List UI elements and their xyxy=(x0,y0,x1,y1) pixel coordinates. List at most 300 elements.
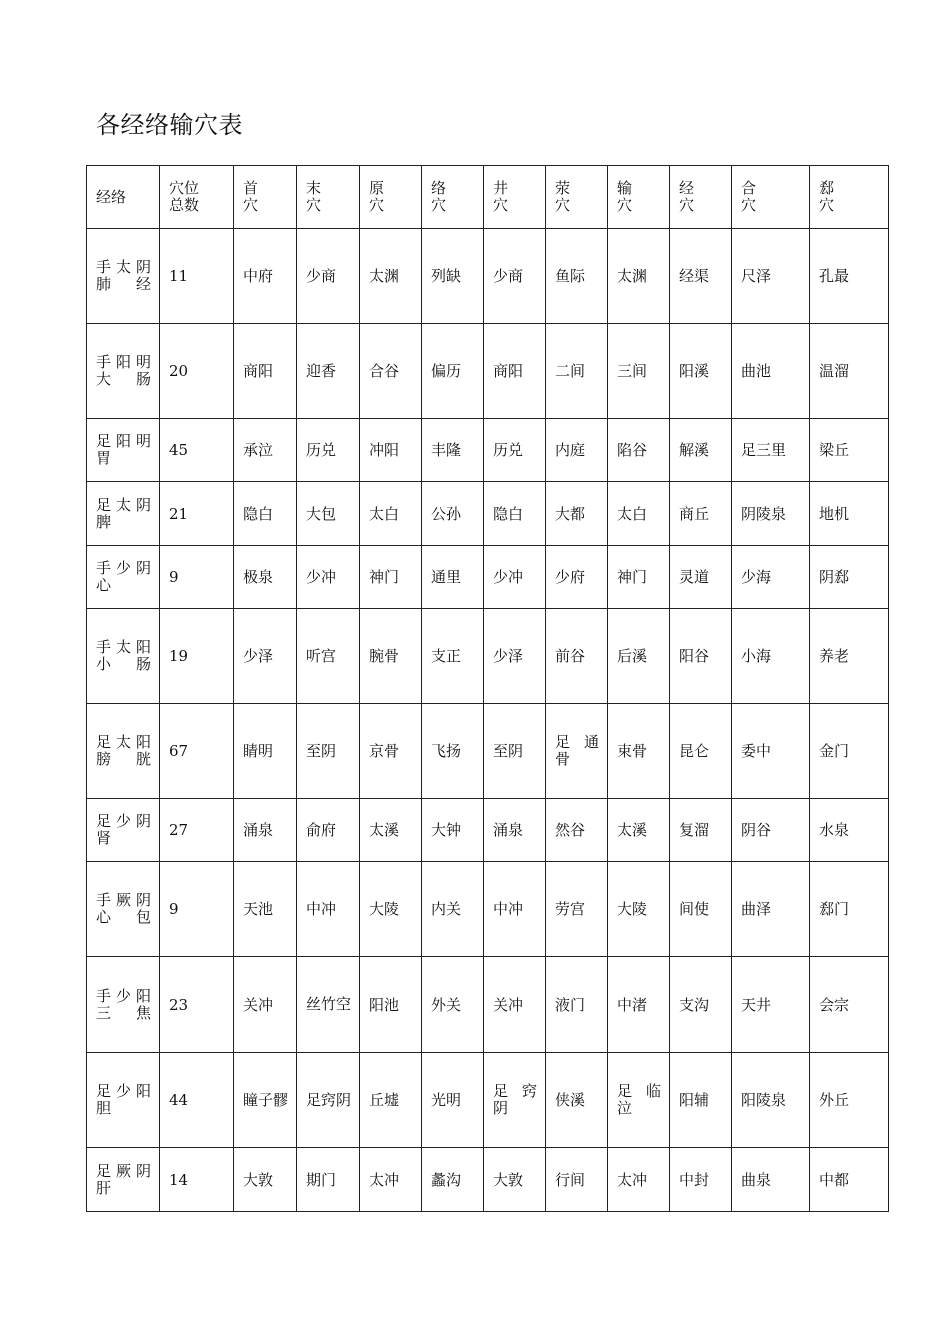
table-cell xyxy=(608,609,670,704)
table-cell xyxy=(234,1053,297,1148)
acupoint-name: 极泉 xyxy=(243,568,274,586)
acupoint-name: 足通骨 xyxy=(555,733,599,768)
header-spring-point: 荥 穴 xyxy=(555,179,571,214)
table-row xyxy=(87,482,889,546)
acupoint-name: 关冲 xyxy=(493,995,524,1014)
table-cell xyxy=(484,229,546,324)
table-row xyxy=(87,957,889,1053)
acupoint-name: 隐白 xyxy=(493,504,524,523)
acupoint-name: 二间 xyxy=(555,362,586,380)
table-cell xyxy=(484,1148,546,1212)
table-cell xyxy=(360,862,422,957)
acupoint-name: 陷谷 xyxy=(617,441,648,459)
table-cell xyxy=(484,546,546,609)
header-luo-point: 络 穴 xyxy=(431,179,447,214)
point-total: 19 xyxy=(169,647,189,665)
table-cell xyxy=(87,862,160,957)
table-cell xyxy=(360,799,422,862)
table-cell xyxy=(297,862,360,957)
table-cell xyxy=(160,229,234,324)
acupoint-name: 阴陵泉 xyxy=(741,504,787,523)
meridian-name: 手厥阴心包 xyxy=(96,891,151,926)
header-xi-cleft-point: 郄 穴 xyxy=(819,179,835,214)
point-total: 20 xyxy=(169,362,189,380)
table-cell xyxy=(297,1148,360,1212)
acupoint-name: 阴郄 xyxy=(819,568,850,586)
table-cell xyxy=(160,546,234,609)
table-cell xyxy=(546,1053,608,1148)
table-cell xyxy=(87,482,160,546)
acupoint-name: 足窍阴 xyxy=(306,1090,352,1109)
acupoint-name: 鱼际 xyxy=(555,267,586,285)
acupoint-name: 太冲 xyxy=(617,1170,648,1189)
table-cell xyxy=(484,1053,546,1148)
acupoint-name: 太白 xyxy=(369,504,400,523)
table-cell xyxy=(422,229,484,324)
acupoint-name: 神门 xyxy=(617,568,648,586)
table-cell xyxy=(422,609,484,704)
acupoint-name: 少泽 xyxy=(493,647,524,665)
table-cell xyxy=(297,1053,360,1148)
acupoint-name: 听宫 xyxy=(306,647,337,665)
acupoint-name: 大钟 xyxy=(431,821,462,839)
table-cell xyxy=(608,324,670,419)
acupoint-name: 阳溪 xyxy=(679,362,710,380)
acupoint-name: 太白 xyxy=(617,504,648,523)
table-cell xyxy=(608,546,670,609)
acupoint-name: 外关 xyxy=(431,995,462,1014)
table-cell xyxy=(810,546,889,609)
table-cell xyxy=(234,609,297,704)
table-cell xyxy=(810,1053,889,1148)
header-source-point: 原 穴 xyxy=(369,179,385,214)
table-cell xyxy=(608,229,670,324)
table-cell xyxy=(422,1148,484,1212)
acupoint-name: 俞府 xyxy=(306,821,337,839)
acupoint-name: 太溪 xyxy=(617,821,648,839)
acupoint-name: 会宗 xyxy=(819,995,850,1014)
acupoint-name: 少冲 xyxy=(493,568,524,586)
table-cell xyxy=(546,482,608,546)
table-cell xyxy=(360,229,422,324)
acupoint-name: 至阴 xyxy=(306,742,337,760)
header-first-point: 首 穴 xyxy=(243,179,259,214)
table-cell xyxy=(160,324,234,419)
acupoint-name: 光明 xyxy=(431,1091,462,1109)
table-cell xyxy=(160,957,234,1053)
acupoint-name: 昆仑 xyxy=(679,742,710,760)
acupoint-name: 然谷 xyxy=(555,821,586,839)
point-total: 44 xyxy=(169,1091,189,1109)
acupoint-name: 列缺 xyxy=(431,267,462,285)
table-cell xyxy=(670,957,732,1053)
table-cell xyxy=(422,704,484,799)
header-cell xyxy=(297,166,360,229)
table-cell xyxy=(360,957,422,1053)
table-cell xyxy=(732,419,810,482)
table-cell xyxy=(87,704,160,799)
table-cell xyxy=(234,419,297,482)
acupoint-name: 历兑 xyxy=(493,441,524,459)
acupoint-name: 水泉 xyxy=(819,821,850,839)
table-cell xyxy=(360,704,422,799)
acupoint-name: 天池 xyxy=(243,900,274,918)
acupoint-name: 曲池 xyxy=(741,362,772,380)
table-cell xyxy=(160,419,234,482)
table-cell xyxy=(732,1053,810,1148)
acupoint-name: 太渊 xyxy=(617,267,648,285)
table-cell xyxy=(670,1148,732,1212)
acupoint-name: 京骨 xyxy=(369,742,400,760)
acupoint-name: 后溪 xyxy=(617,647,648,665)
acupoint-name: 足窍阴 xyxy=(493,1082,537,1117)
acupoint-name: 隐白 xyxy=(243,504,274,523)
acupoint-name: 内关 xyxy=(431,900,462,918)
table-cell xyxy=(422,419,484,482)
table-cell xyxy=(670,1053,732,1148)
table-cell xyxy=(546,419,608,482)
table-cell xyxy=(732,324,810,419)
table-cell xyxy=(234,862,297,957)
acupoint-name: 冲阳 xyxy=(369,441,400,459)
table-cell xyxy=(732,482,810,546)
table-cell xyxy=(297,546,360,609)
acupoint-name: 中渚 xyxy=(617,995,648,1014)
acupoint-name: 阴谷 xyxy=(741,821,772,839)
header-cell xyxy=(546,166,608,229)
acupoint-name: 养老 xyxy=(819,647,850,665)
acupoint-name: 尺泽 xyxy=(741,267,772,285)
acupoint-name: 郄门 xyxy=(819,900,850,918)
acupoint-name: 飞扬 xyxy=(431,742,462,760)
table-cell xyxy=(732,704,810,799)
acupoint-name: 合谷 xyxy=(369,362,400,380)
header-cell xyxy=(484,166,546,229)
acupoint-name: 外丘 xyxy=(819,1091,850,1109)
table-cell xyxy=(810,704,889,799)
acupoint-name: 太溪 xyxy=(369,821,400,839)
table-cell xyxy=(160,862,234,957)
table-cell xyxy=(484,957,546,1053)
point-total: 14 xyxy=(169,1170,189,1189)
table-cell xyxy=(234,546,297,609)
table-cell xyxy=(484,799,546,862)
table-row xyxy=(87,419,889,482)
acupoint-name: 通里 xyxy=(431,568,462,586)
table-cell xyxy=(732,799,810,862)
acupoint-name: 足临泣 xyxy=(617,1082,661,1117)
acupoint-name: 涌泉 xyxy=(243,821,274,839)
acupoint-name: 侠溪 xyxy=(555,1091,586,1109)
meridian-name: 手太阴肺经 xyxy=(96,258,151,293)
acupoint-name: 间使 xyxy=(679,900,710,918)
table-cell xyxy=(297,229,360,324)
acupoint-name: 灵道 xyxy=(679,568,710,586)
table-cell xyxy=(234,799,297,862)
table-cell xyxy=(422,546,484,609)
header-cell xyxy=(160,166,234,229)
table-cell xyxy=(87,1053,160,1148)
table-row xyxy=(87,324,889,419)
acupoint-name: 三间 xyxy=(617,362,648,380)
table-cell xyxy=(732,609,810,704)
point-total: 11 xyxy=(169,267,189,285)
table-cell xyxy=(297,324,360,419)
acupoint-name: 丰隆 xyxy=(431,441,462,459)
header-well-point: 井 穴 xyxy=(493,179,509,214)
table-cell xyxy=(670,482,732,546)
acupoint-name: 中封 xyxy=(679,1170,710,1189)
table-cell xyxy=(297,957,360,1053)
table-cell xyxy=(546,324,608,419)
header-sea-point: 合 穴 xyxy=(741,179,757,214)
table-cell xyxy=(360,419,422,482)
table-cell xyxy=(87,324,160,419)
table-row xyxy=(87,609,889,704)
acupoint-name: 足三里 xyxy=(741,441,787,459)
acupoint-name: 经渠 xyxy=(679,267,710,285)
point-total: 27 xyxy=(169,821,189,839)
acupoint-name: 复溜 xyxy=(679,821,710,839)
acupoint-name: 委中 xyxy=(741,742,772,760)
acupoint-name: 中府 xyxy=(243,267,274,285)
table-cell xyxy=(234,957,297,1053)
table-cell xyxy=(484,324,546,419)
acupoint-name: 承泣 xyxy=(243,441,274,459)
table-cell xyxy=(422,799,484,862)
table-cell xyxy=(160,799,234,862)
table-cell xyxy=(234,704,297,799)
table-cell xyxy=(732,229,810,324)
table-cell xyxy=(732,546,810,609)
acupoint-name: 迎香 xyxy=(306,362,337,380)
table-cell xyxy=(732,957,810,1053)
meridian-name: 手阳明大肠 xyxy=(96,353,151,388)
acupoint-name: 少冲 xyxy=(306,568,337,586)
acupoint-name: 内庭 xyxy=(555,441,586,459)
point-total: 9 xyxy=(169,900,179,918)
table-cell xyxy=(484,482,546,546)
header-stream-point: 输 穴 xyxy=(617,179,633,214)
meridian-name: 足太阴脾 xyxy=(96,495,151,531)
acupoint-name: 孔最 xyxy=(819,267,850,285)
table-cell xyxy=(360,1148,422,1212)
acupoint-name: 期门 xyxy=(306,1170,337,1189)
acupoint-name: 前谷 xyxy=(555,647,586,665)
acupoint-name: 历兑 xyxy=(306,441,337,459)
point-total: 67 xyxy=(169,742,189,760)
table-cell xyxy=(608,1053,670,1148)
acupoint-name: 瞳子髎 xyxy=(243,1090,289,1109)
acupoint-name: 曲泽 xyxy=(741,900,772,918)
acupoint-name: 大陵 xyxy=(617,900,648,918)
table-cell xyxy=(297,482,360,546)
table-cell xyxy=(608,957,670,1053)
acupoint-name: 太渊 xyxy=(369,267,400,285)
acupoint-name: 神门 xyxy=(369,568,400,586)
table-cell xyxy=(422,324,484,419)
table-cell xyxy=(360,546,422,609)
table-cell xyxy=(422,1053,484,1148)
table-row xyxy=(87,546,889,609)
table-row xyxy=(87,1053,889,1148)
acupoint-name: 曲泉 xyxy=(741,1170,772,1189)
acupoint-name: 至阴 xyxy=(493,742,524,760)
table-cell xyxy=(234,482,297,546)
table-cell xyxy=(670,546,732,609)
table-cell xyxy=(360,324,422,419)
acupoint-name: 腕骨 xyxy=(369,647,400,665)
table-cell xyxy=(160,609,234,704)
table-cell xyxy=(87,609,160,704)
table-cell xyxy=(608,482,670,546)
table-cell xyxy=(546,799,608,862)
meridian-name: 足阳明胃 xyxy=(96,432,151,467)
acupoint-name: 阳池 xyxy=(369,995,400,1014)
acupoint-name: 丘墟 xyxy=(369,1091,400,1109)
table-body xyxy=(87,166,889,1212)
table-cell xyxy=(670,609,732,704)
acupoint-name: 阳陵泉 xyxy=(741,1091,787,1109)
acupoint-name: 中冲 xyxy=(493,900,524,918)
table-row xyxy=(87,704,889,799)
table-cell xyxy=(546,546,608,609)
table-cell xyxy=(608,862,670,957)
table-cell xyxy=(297,799,360,862)
acupoint-name: 少府 xyxy=(555,568,586,586)
table-cell xyxy=(810,1148,889,1212)
meridian-name: 手少阴心 xyxy=(96,559,151,594)
acupoint-name: 梁丘 xyxy=(819,441,850,459)
table-cell xyxy=(810,482,889,546)
table-cell xyxy=(670,704,732,799)
point-total: 21 xyxy=(169,504,189,523)
table-cell xyxy=(234,324,297,419)
meridian-name: 足太阳膀胱 xyxy=(96,733,151,768)
table-cell xyxy=(422,862,484,957)
table-cell xyxy=(810,419,889,482)
table-cell xyxy=(670,799,732,862)
header-last-point: 末 穴 xyxy=(306,179,322,214)
table-cell xyxy=(810,324,889,419)
header-meridian: 经络 xyxy=(96,188,127,206)
table-cell xyxy=(732,862,810,957)
table-cell xyxy=(608,1148,670,1212)
acupoint-name: 天井 xyxy=(741,995,772,1014)
table-cell xyxy=(87,546,160,609)
acupoint-name: 阳谷 xyxy=(679,647,710,665)
table-cell xyxy=(484,862,546,957)
point-total: 45 xyxy=(169,441,189,459)
table-cell xyxy=(670,419,732,482)
acupoint-name: 商阳 xyxy=(243,362,274,380)
table-cell xyxy=(608,704,670,799)
table-cell xyxy=(87,229,160,324)
meridian-name: 足厥阴肝 xyxy=(96,1161,151,1197)
acupoint-name: 偏历 xyxy=(431,362,462,380)
table-row xyxy=(87,229,889,324)
header-cell xyxy=(360,166,422,229)
table-cell xyxy=(484,609,546,704)
acupoint-name: 大敦 xyxy=(493,1170,524,1189)
meridian-name: 足少阴肾 xyxy=(96,812,151,847)
table-cell xyxy=(810,799,889,862)
acupoint-name: 少商 xyxy=(493,267,524,285)
table-cell xyxy=(160,482,234,546)
acupoint-name: 支沟 xyxy=(679,995,710,1014)
meridian-name: 手少阳三焦 xyxy=(96,986,151,1022)
table-row xyxy=(87,1148,889,1212)
acupoint-name: 行间 xyxy=(555,1170,586,1189)
header-cell xyxy=(422,166,484,229)
acupoint-name: 睛明 xyxy=(243,742,274,760)
table-cell xyxy=(160,1053,234,1148)
acupoint-name: 关冲 xyxy=(243,995,274,1014)
acupoint-name: 中冲 xyxy=(306,900,337,918)
table-cell xyxy=(360,609,422,704)
acupoint-name: 少海 xyxy=(741,568,772,586)
acupoint-name: 温溜 xyxy=(819,362,850,380)
header-river-point: 经 穴 xyxy=(679,179,695,214)
acupoint-name: 束骨 xyxy=(617,742,648,760)
acupoint-name: 解溪 xyxy=(679,441,710,459)
table-cell xyxy=(360,482,422,546)
table-cell xyxy=(546,957,608,1053)
header-cell xyxy=(810,166,889,229)
meridian-name: 足少阳胆 xyxy=(96,1082,151,1117)
acupoint-name: 商阳 xyxy=(493,362,524,380)
meridian-name: 手太阳小肠 xyxy=(96,638,151,673)
table-cell xyxy=(732,1148,810,1212)
acupoint-name: 液门 xyxy=(555,995,586,1014)
acupoint-name: 中都 xyxy=(819,1170,850,1189)
table-cell xyxy=(87,799,160,862)
acupoint-name: 劳宫 xyxy=(555,900,586,918)
table-cell xyxy=(297,419,360,482)
acupoint-name: 支正 xyxy=(431,647,462,665)
table-cell xyxy=(234,229,297,324)
acupoint-name: 太冲 xyxy=(369,1170,400,1189)
acupoint-name: 大陵 xyxy=(369,900,400,918)
acupoint-name: 小海 xyxy=(741,647,772,665)
point-total: 23 xyxy=(169,995,189,1014)
table-cell xyxy=(87,419,160,482)
table-cell xyxy=(546,862,608,957)
table-cell xyxy=(546,229,608,324)
table-cell xyxy=(234,1148,297,1212)
acupoint-name: 商丘 xyxy=(679,504,710,523)
table-cell xyxy=(546,704,608,799)
table-cell xyxy=(546,1148,608,1212)
acupoint-name: 大包 xyxy=(306,504,337,523)
acupoint-name: 少商 xyxy=(306,267,337,285)
table-cell xyxy=(87,1148,160,1212)
header-cell xyxy=(670,166,732,229)
table-cell xyxy=(546,609,608,704)
header-total: 穴位 总数 xyxy=(169,179,200,214)
table-cell xyxy=(670,862,732,957)
table-cell xyxy=(484,704,546,799)
table-cell xyxy=(670,324,732,419)
acupoint-name: 少泽 xyxy=(243,647,274,665)
point-total: 9 xyxy=(169,568,179,586)
header-cell xyxy=(732,166,810,229)
table-cell xyxy=(297,609,360,704)
table-cell xyxy=(608,799,670,862)
table-cell xyxy=(810,609,889,704)
acupoint-name: 金门 xyxy=(819,742,850,760)
table-cell xyxy=(608,419,670,482)
